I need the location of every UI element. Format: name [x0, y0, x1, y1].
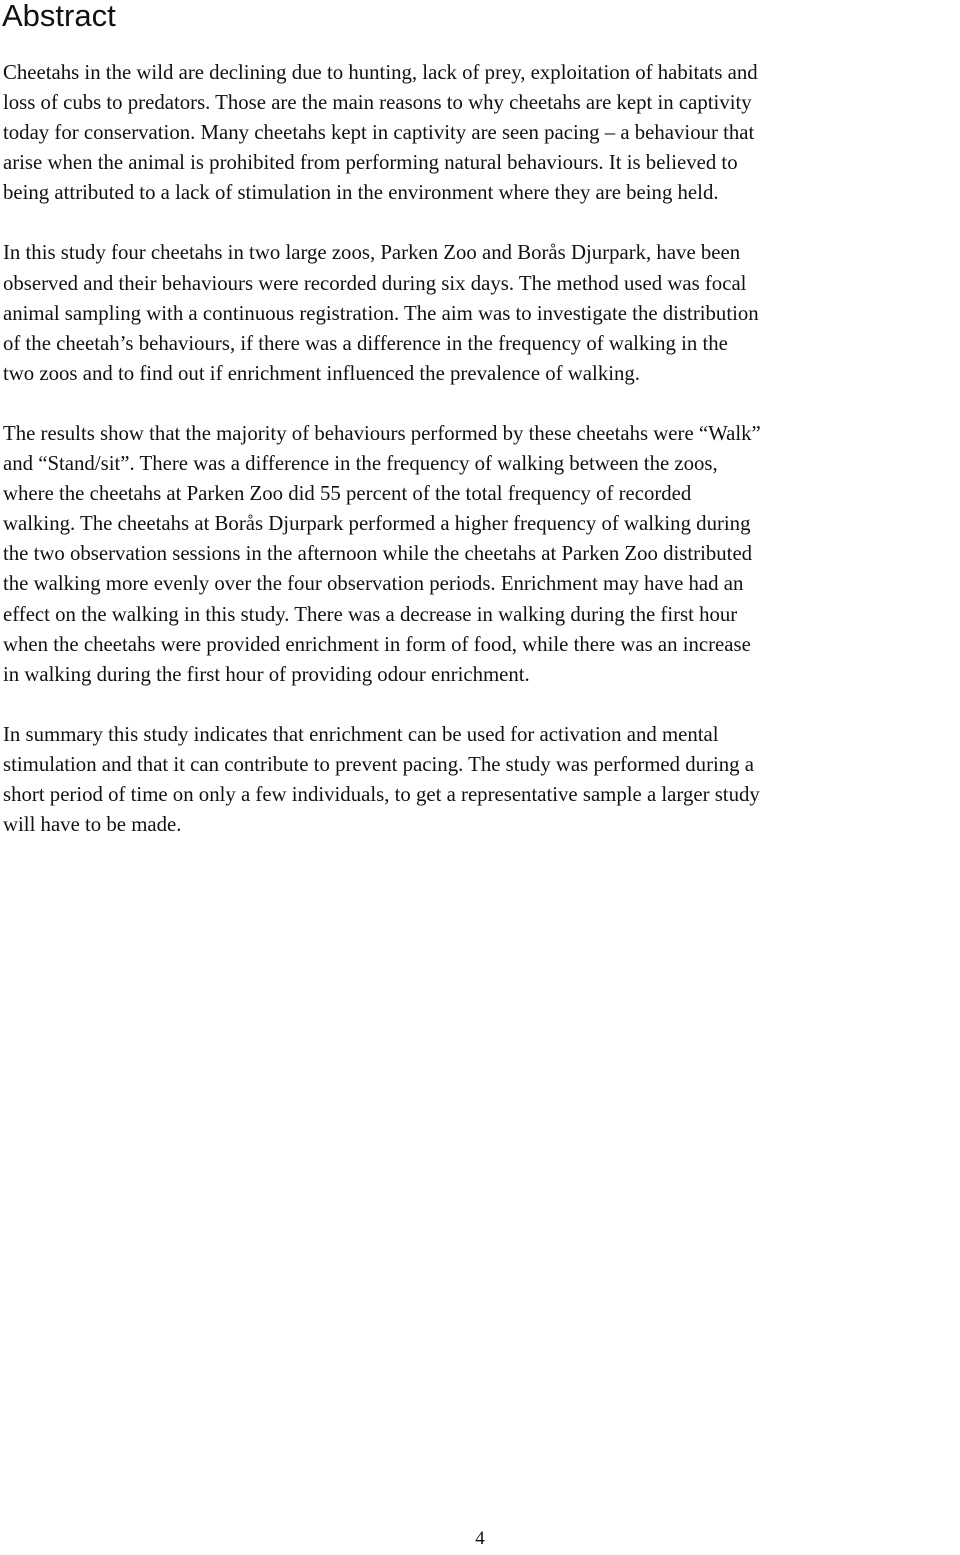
paragraph [3, 58, 960, 208]
text-line: the walking more evenly over the four observation periods. Enrichment may have had an [3, 572, 744, 596]
text-line: where the cheetahs at Parken Zoo did 55 percent of the total frequency of recorded [3, 482, 692, 506]
text-line: will have to be made. [3, 813, 182, 837]
paragraph [3, 720, 960, 840]
text-line: the two observation sessions in the afternoon while the cheetahs at Parken Zoo distributed [3, 542, 753, 566]
text-line: and “Stand/sit”. There was a difference in the frequency of walking between the zoos, [3, 452, 718, 476]
page-number: 4 [475, 1528, 485, 1549]
text-line: effect on the walking in this study. There was a decrease in walking during the first hour [3, 602, 738, 626]
text-line: In summary this study indicates that enrichment can be used for activation and mental [3, 722, 719, 746]
text-line: today for conservation. Many cheetahs kept in captivity are seen pacing – a behaviour that [3, 121, 755, 145]
abstract-body [3, 58, 960, 870]
text-line: walking. The cheetahs at Borås Djurpark performed a higher frequency of walking during [3, 512, 751, 536]
text-line: Cheetahs in the wild are declining due to hunting, lack of prey, exploitation of habitats and [3, 61, 758, 84]
text-line: loss of cubs to predators. Those are the main reasons to why cheetahs are kept in captivity [3, 91, 752, 115]
text-line: being attributed to a lack of stimulation in the environment where they are being held. [3, 181, 719, 205]
text-line: short period of time on only a few individuals, to get a representative sample a larger study [3, 782, 760, 806]
text-line: In this study four cheetahs in two large zoos, Parken Zoo and Borås Djurpark, have been [3, 241, 741, 265]
text-line: in walking during the first hour of providing odour enrichment. [3, 662, 530, 686]
paragraph [3, 419, 960, 690]
text-line: when the cheetahs were provided enrichment in form of food, while there was an increase [3, 632, 751, 656]
section-heading: Abstract [2, 0, 116, 33]
text-line: animal sampling with a continuous registration. The aim was to investigate the distribution [3, 301, 759, 325]
text-line: two zoos and to find out if enrichment influenced the prevalence of walking. [3, 361, 640, 385]
text-line: arise when the animal is prohibited from performing natural behaviours. It is believed to [3, 151, 738, 175]
text-line: stimulation and that it can contribute to prevent pacing. The study was performed during a [3, 752, 754, 776]
paragraph [3, 238, 960, 388]
text-line: observed and their behaviours were recorded during six days. The method used was focal [3, 271, 747, 295]
text-line: The results show that the majority of behaviours performed by these cheetahs were “Walk” [3, 421, 761, 445]
text-line: of the cheetah’s behaviours, if there was a difference in the frequency of walking in the [3, 331, 728, 355]
